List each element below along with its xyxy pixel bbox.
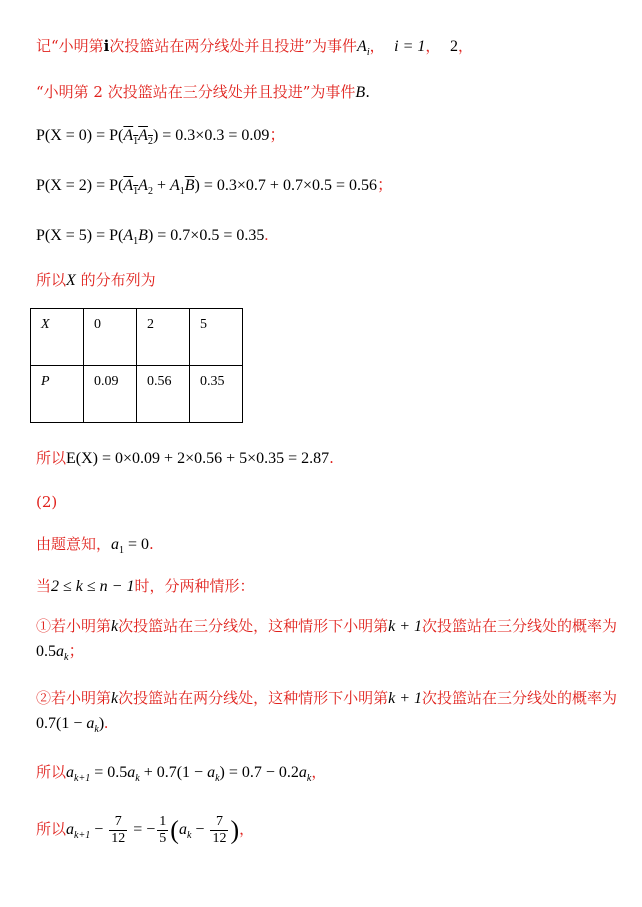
cases-intro: 当2 ≤ k ≤ n − 1时，分两种情形： [36, 577, 255, 595]
case-1: ①若小明第k次投篮站在三分线处，这种情形下小明第k + 1次投篮站在三分线处的概率为 [36, 617, 618, 635]
expectation: 所以E(X) = 0×0.09 + 2×0.56 + 5×0.35 = 2.87. [36, 449, 334, 467]
table-cell: X [31, 309, 84, 366]
sep: ， [457, 37, 473, 55]
table-row [31, 309, 243, 366]
distribution-title: 所以X 的分布列为 [36, 271, 156, 289]
table-cell: 0.56 [137, 366, 190, 423]
fraction: $\frac{1}{5}$ [159, 813, 167, 846]
case-1-value: $0.5a_k$； [36, 643, 85, 664]
event-a: $A_i$ [357, 38, 370, 59]
event-a-definition [36, 36, 473, 63]
prob-x2: $P(X = 2) = P(A_1A_2 + A_1\overline{B}) = 0.3\times 0.7 + 0.7\times 0.5 = 0.56$； [36, 177, 394, 198]
table-cell: 2 [137, 309, 190, 366]
initial-condition: 由题意知，$a_1 = 0$. [36, 535, 154, 557]
table-cell: 5 [190, 309, 243, 366]
prob-x0: $P(X = 0) = P(A_1A_2) = 0.3\times 0.3 = 0.09$； [36, 127, 286, 148]
index-eq: i = 1 [394, 38, 426, 55]
case-2: ②若小明第k次投篮站在两分线处，这种情形下小明第k + 1次投篮站在三分线处的概率为 [36, 689, 618, 707]
sep: ， [425, 37, 441, 55]
sep: ， [369, 37, 385, 55]
table-cell: 0.35 [190, 366, 243, 423]
table-cell: 0 [84, 309, 137, 366]
table-row [31, 366, 243, 423]
text: 记“小明第 [36, 37, 104, 55]
prob-x5: $P(X = 5) = P(A_1B) = 0.7\times 0.5 = 0.35$. [36, 227, 269, 248]
event-b-definition [36, 82, 370, 103]
case-2-value: $0.7(1 - a_k)$. [36, 715, 109, 736]
text: 次投篮站在两分线处并且投进”为事件 [109, 37, 358, 55]
recurrence-transformed: 所以$a_{k+1}$ − $\frac{7}{12}$ = − $\frac{1}{5}$ ($a_k$ − $\frac{7}{12}$ )， [36, 813, 255, 846]
index-two: 2 [449, 38, 458, 55]
fraction: $\frac{7}{12}$ [212, 813, 227, 846]
distribution-table [30, 308, 243, 423]
fraction: $\frac{7}{12}$ [111, 813, 126, 846]
var-i: i [103, 37, 110, 55]
sep: . [365, 83, 370, 101]
part-2-label: (2) [36, 493, 58, 511]
table-cell: P [31, 366, 84, 423]
event-b: B [355, 84, 366, 101]
text: “小明第 2 次投篮站在三分线处并且投进”为事件 [36, 83, 356, 101]
recurrence: 所以$a_{k+1} = 0.5a_k + 0.7(1 - a_k) = 0.7 - 0.2a_k$， [36, 763, 327, 785]
table-cell: 0.09 [84, 366, 137, 423]
